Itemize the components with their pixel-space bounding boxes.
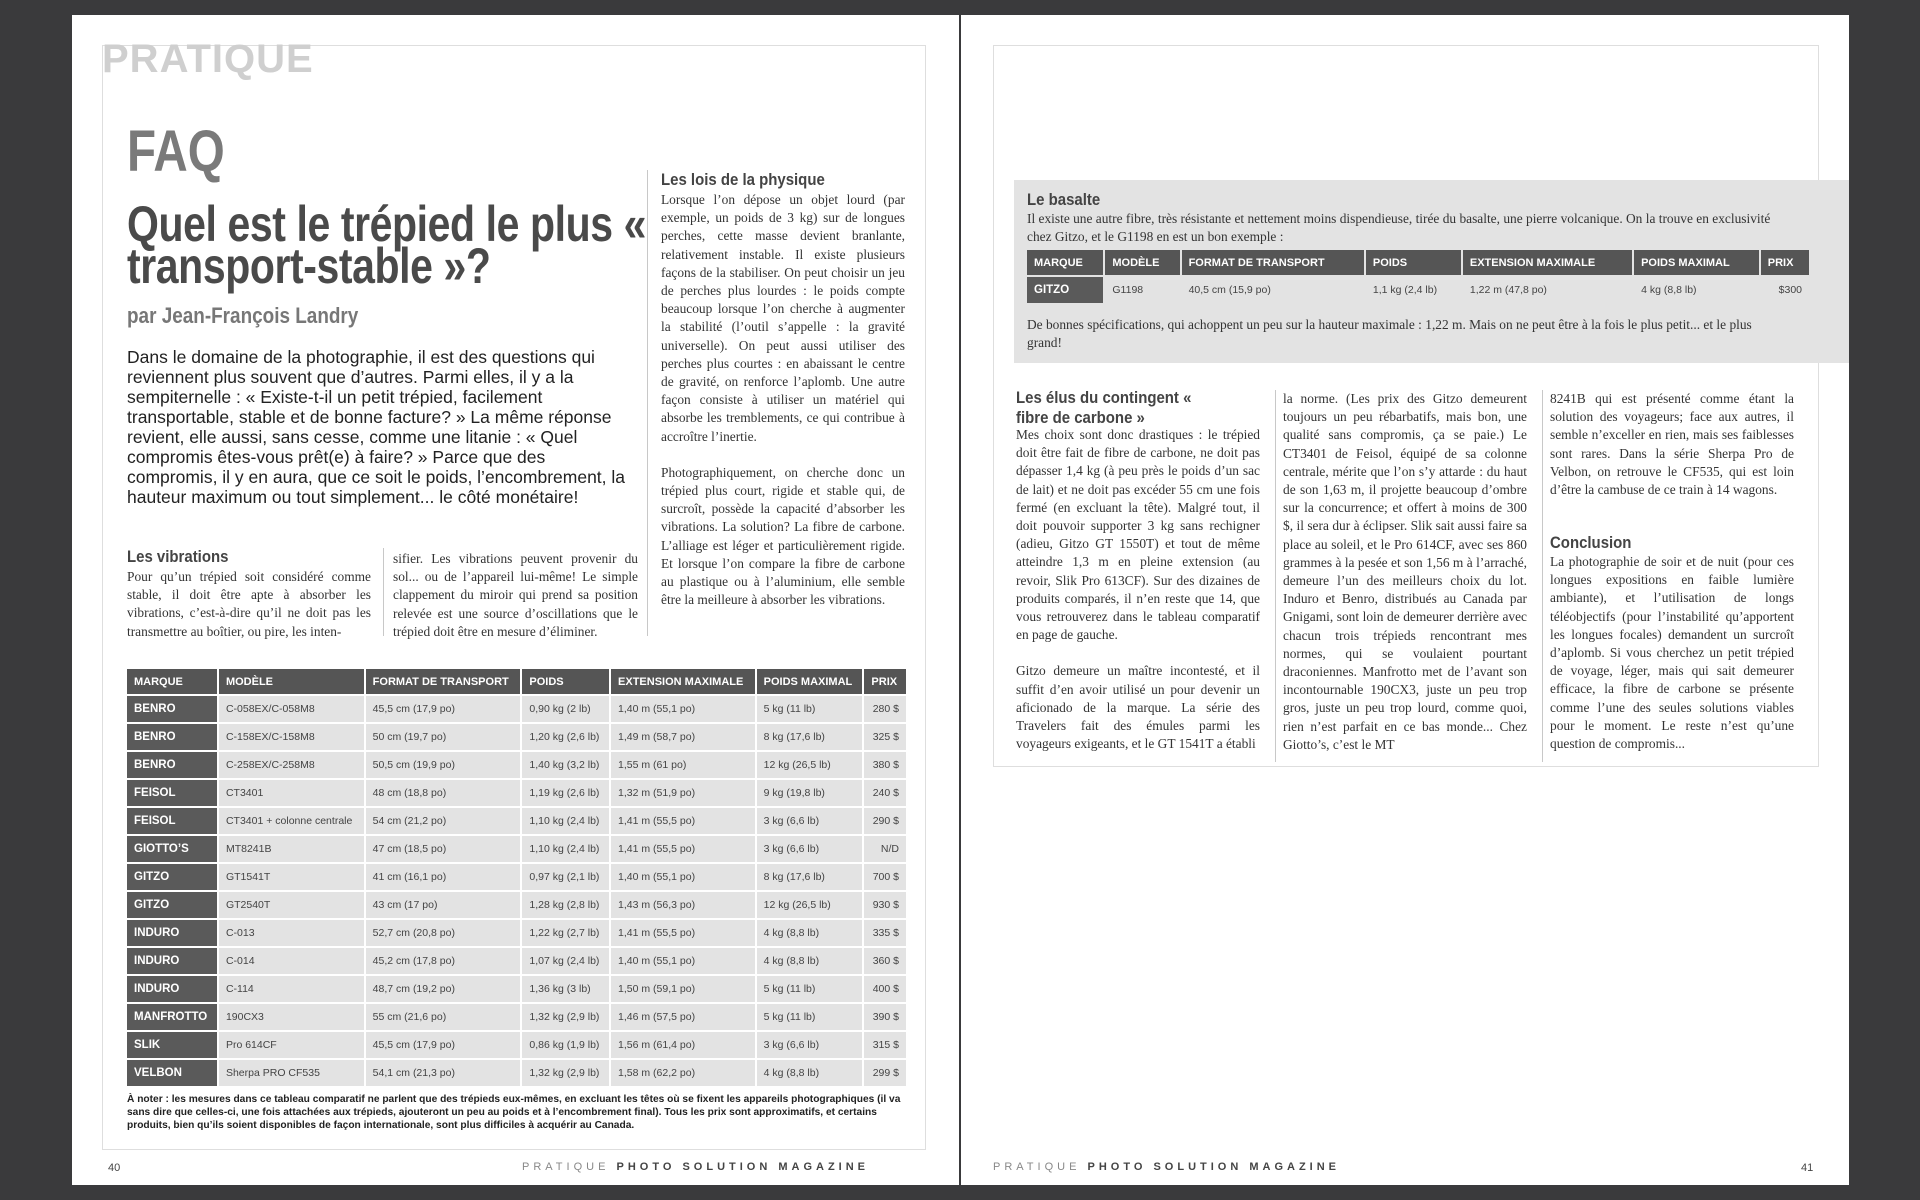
table-cell: 3 kg (6,6 lb) (757, 836, 863, 862)
table-cell: CT3401 + colonne centrale (219, 808, 364, 834)
table-cell: 45,5 cm (17,9 po) (366, 696, 521, 722)
table-cell: 9 kg (19,8 lb) (757, 780, 863, 806)
table-row (127, 864, 906, 890)
footer-magazine-name: PHOTO SOLUTION MAGAZINE (1087, 1161, 1341, 1173)
table-cell: 50,5 cm (19,9 po) (366, 752, 521, 778)
table-row (127, 976, 906, 1002)
brand-cell: GITZO (127, 864, 217, 890)
table-row (127, 836, 906, 862)
column-divider (647, 170, 648, 636)
price-cell: 360 $ (864, 948, 906, 974)
footer-magazine-name: PHOTO SOLUTION MAGAZINE (616, 1161, 870, 1173)
table-cell: C-158EX/C-158M8 (219, 724, 364, 750)
price-cell: 400 $ (864, 976, 906, 1002)
brand-cell: GIOTTO’S (127, 836, 217, 862)
table-cell: 1,32 kg (2,9 lb) (522, 1004, 609, 1030)
table-cell: 50 cm (19,7 po) (366, 724, 521, 750)
brand-cell: GITZO (1027, 277, 1103, 303)
table-cell: CT3401 (219, 780, 364, 806)
column-header: MODÈLE (1105, 250, 1179, 275)
physics-paragraph-2: Photographiquement, on cherche donc un trépied plus court, rigide et stable qui, de surcroît, possède la capacité d’absorber les vibrations. La solution? La fibre de carbone. L’alliage est léger et particulièrement rigide. Et lorsque l’on compare la fibre de carbone au plastique ou à l’aluminium, elle semble être la meilleure à absorber les vibrations. (661, 464, 905, 608)
table-cell: 1,10 kg (2,4 lb) (522, 808, 609, 834)
basalt-sidebar (1014, 180, 1849, 363)
column-header: POIDS (1366, 250, 1461, 275)
table-cell: 1,41 m (55,5 po) (611, 920, 755, 946)
table-header-row (1027, 250, 1809, 275)
table-cell: 0,97 kg (2,1 lb) (522, 864, 609, 890)
table-cell: 1,40 m (55,1 po) (611, 864, 755, 890)
magazine-footer (993, 1161, 1340, 1173)
column-header: POIDS MAXIMAL (1634, 250, 1759, 275)
column-header: MODÈLE (219, 669, 364, 694)
table-cell: 4 kg (8,8 lb) (757, 948, 863, 974)
table-cell: Sherpa PRO CF535 (219, 1060, 364, 1086)
table-cell: 1,22 m (47,8 po) (1463, 277, 1632, 303)
table-row (127, 1004, 906, 1030)
column-divider (1275, 390, 1276, 762)
table-cell: 190CX3 (219, 1004, 364, 1030)
table-cell: 0,86 kg (1,9 lb) (522, 1032, 609, 1058)
left-page (72, 15, 959, 1185)
column-header: FORMAT DE TRANSPORT (1182, 250, 1364, 275)
price-cell: 240 $ (864, 780, 906, 806)
table-cell: 41 cm (16,1 po) (366, 864, 521, 890)
table-row (127, 1032, 906, 1058)
price-cell: 390 $ (864, 1004, 906, 1030)
table-cell: 5 kg (11 lb) (757, 976, 863, 1002)
section-label: PRATIQUE (102, 37, 314, 81)
table-cell: 1,19 kg (2,6 lb) (522, 780, 609, 806)
table-note: À noter : les mesures dans ce tableau comparatif ne parlent que des trépieds eux-mêmes, en excluant les têtes où se fixent les appareils photographiques (il va sans dire que celles-ci, une fois attachées aux trépieds, ajouteront un peu au poids et à l’encombrement final). Tous les prix sont approximatifs, et certains produits, bien qu’ils soient disponibles de façon internationale, sont plus difficiles à acquérir au Canada. (127, 1094, 901, 1131)
column-header: POIDS (522, 669, 609, 694)
right-page (961, 15, 1849, 1185)
price-cell: 335 $ (864, 920, 906, 946)
price-cell: 930 $ (864, 892, 906, 918)
table-cell: 1,10 kg (2,4 lb) (522, 836, 609, 862)
column-header: MARQUE (127, 669, 217, 694)
table-cell: 3 kg (6,6 lb) (757, 808, 863, 834)
price-cell: 290 $ (864, 808, 906, 834)
column-divider (383, 548, 384, 636)
vibrations-col2: sifier. Les vibrations peuvent provenir du sol... ou de l’appareil lui-même! Le simple clappement du miroir qui prend sa position relevée est une source d’oscillations que le trépied doit être en mesure d’éliminer. (393, 551, 638, 639)
table-cell: 12 kg (26,5 lb) (757, 752, 863, 778)
heading-vibrations: Les vibrations (127, 547, 229, 566)
footer-section: PRATIQUE (993, 1161, 1081, 1173)
table-cell: C-258EX/C-258M8 (219, 752, 364, 778)
table-cell: 1,07 kg (2,4 lb) (522, 948, 609, 974)
brand-cell: BENRO (127, 752, 217, 778)
table-row (127, 752, 906, 778)
table-cell: 43 cm (17 po) (366, 892, 521, 918)
table-cell: GT2540T (219, 892, 364, 918)
table-cell: 8 kg (17,6 lb) (757, 864, 863, 890)
table-header-row (127, 669, 906, 694)
brand-cell: INDURO (127, 976, 217, 1002)
carbon-paragraph-1: Mes choix sont donc drastiques : le trépied doit être fait de fibre de carbone, ne doit pas dépasser 1,4 kg (à peu près le poids d’un sac de lait) et ne doit pas excéder 55 cm une fois fermé (en excluant la tête). Malgré tout, il doit pouvoir supporter 3 kg sans rechigner (adieu, Gitzo GT 1550T) et tout de même atteindre 1,3 m en pleine extension (au revoir, Slik Pro 613CF). Sur des dizaines de produits comparés, il n’en reste que 14, que vous retrouverez dans le tableau comparatif en page de gauche. (1016, 427, 1260, 643)
brand-cell: INDURO (127, 948, 217, 974)
column-header: POIDS MAXIMAL (757, 669, 863, 694)
table-cell: 12 kg (26,5 lb) (757, 892, 863, 918)
table-cell: 1,40 kg (3,2 lb) (522, 752, 609, 778)
table-row (127, 724, 906, 750)
heading-carbon: Les élus du contingent « fibre de carbone » (1016, 388, 1192, 427)
table-row (127, 1060, 906, 1086)
table-cell: 1,43 m (56,3 po) (611, 892, 755, 918)
carbon-col1 (1016, 426, 1260, 771)
basalt-table (1025, 248, 1811, 305)
price-cell: 380 $ (864, 752, 906, 778)
physics-paragraph-1: Lorsque l’on dépose un objet lourd (par exemple, un poids de 3 kg) sur de longues perches, cette masse devient branlante, relativement instable. Il existe plusieurs façons de la stabiliser. On peut choisir un jeu de perches plus lourdes : le poids compte beaucoup lorsque l’on cherche à augmenter la stabilité (l’outil s’appelle : la gravité universelle). On peut aussi utiliser des perches plus courtes : en abaissant le centre de gravité, on renforce l’aplomb. Une autre façon consiste à utiliser un matériel qui absorbe les tremblements, ce qui contribue à accroître l’inertie. (661, 192, 905, 444)
column-header: EXTENSION MAXIMALE (1463, 250, 1632, 275)
kicker: FAQ (127, 119, 225, 184)
price-cell: N/D (864, 836, 906, 862)
table-cell: 47 cm (18,5 po) (366, 836, 521, 862)
table-cell: 1,36 kg (3 lb) (522, 976, 609, 1002)
magazine-footer (522, 1161, 869, 1173)
carbon-col3: 8241B qui est présenté comme étant la solution des voyageurs; face aux autres, il semble n’exceller en rien, mais ses faiblesses sont rares. Dans la série Sherpa Pro de Velbon, on retrouve le CF535, qui est loin d’être la cambuse de ce train à 14 wagons. (1550, 391, 1794, 498)
table-cell: G1198 (1105, 277, 1179, 303)
brand-cell: VELBON (127, 1060, 217, 1086)
table-cell: C-058EX/C-058M8 (219, 696, 364, 722)
brand-cell: INDURO (127, 920, 217, 946)
brand-cell: BENRO (127, 724, 217, 750)
table-cell: 48,7 cm (19,2 po) (366, 976, 521, 1002)
table-row (127, 780, 906, 806)
table-cell: 4 kg (8,8 lb) (757, 1060, 863, 1086)
column-header: PRIX (864, 669, 906, 694)
page-number: 40 (108, 1162, 121, 1174)
column-divider (1542, 390, 1543, 762)
basalt-intro: Il existe une autre fibre, très résistante et nettement moins dispendieuse, tirée du basalte, une pierre volcanique. On la trouve en exclusivité chez Gitzo, et le G1198 en est un bon exemple : (1027, 211, 1771, 245)
basalt-outro: De bonnes spécifications, qui achoppent un peu sur la hauteur maximale : 1,22 m. Mais on ne peut être à la fois le plus petit... et le plus grand! (1027, 317, 1752, 351)
column-header: MARQUE (1027, 250, 1103, 275)
table-cell: 1,1 kg (2,4 lb) (1366, 277, 1461, 303)
table-cell: 1,49 m (58,7 po) (611, 724, 755, 750)
table-cell: 1,50 m (59,1 po) (611, 976, 755, 1002)
table-cell: 3 kg (6,6 lb) (757, 1032, 863, 1058)
table-cell: 8 kg (17,6 lb) (757, 724, 863, 750)
table-cell: 1,20 kg (2,6 lb) (522, 724, 609, 750)
price-cell: 700 $ (864, 864, 906, 890)
heading-conclusion: Conclusion (1550, 533, 1632, 552)
heading-physics: Les lois de la physique (661, 170, 825, 189)
physics-body (661, 191, 905, 627)
table-cell: 1,32 m (51,9 po) (611, 780, 755, 806)
table-cell: 4 kg (8,8 lb) (1634, 277, 1759, 303)
comparison-table (125, 667, 908, 1088)
price-cell: 280 $ (864, 696, 906, 722)
table-row (1027, 277, 1809, 303)
column-header: EXTENSION MAXIMALE (611, 669, 755, 694)
table-cell: 1,40 m (55,1 po) (611, 696, 755, 722)
table-cell: 1,32 kg (2,9 lb) (522, 1060, 609, 1086)
footer-section: PRATIQUE (522, 1161, 610, 1173)
brand-cell: MANFROTTO (127, 1004, 217, 1030)
table-cell: 0,90 kg (2 lb) (522, 696, 609, 722)
brand-cell: SLIK (127, 1032, 217, 1058)
brand-cell: BENRO (127, 696, 217, 722)
carbon-col2: la norme. (Les prix des Gitzo demeurent toujours un peu rébarbatifs, mais bon, une qualité sans compromis, ça se paie.) Le CT3401 de Feisol, équipé de sa colonne centrale, mérite que l’on s’y attarde : du haut de son 1,63 m, il projette beaucoup d’ombre sur la concurrence; et offert à moins de 300 $, il sera dur à éclipser. Slik sait aussi faire sa place au soleil, et le Pro 614CF, avec ses 860 grammes à la pesée et son 1,56 m à l’arraché, demeure l’un des meilleurs choix du lot. Induro et Benro, distribués au Canada par Gnigami, sont loin de demeurer derrière avec chacun trois trépieds rencontrant mes normes, qui se voulaient pourtant draconiennes. Manfrotto met de l’avant son incontournable 190CX3, juste un peu trop gros, juste un peu trop lourd, comme quoi, rien n’est parfait en ce bas monde... Chez Giotto’s, c’est le MT (1283, 391, 1527, 752)
table-cell: C-114 (219, 976, 364, 1002)
brand-cell: FEISOL (127, 808, 217, 834)
table-cell: GT1541T (219, 864, 364, 890)
table-cell: 54,1 cm (21,3 po) (366, 1060, 521, 1086)
column-header: PRIX (1761, 250, 1809, 275)
table-row (127, 920, 906, 946)
price-cell: 315 $ (864, 1032, 906, 1058)
table-cell: 45,5 cm (17,9 po) (366, 1032, 521, 1058)
table-cell: 48 cm (18,8 po) (366, 780, 521, 806)
byline: par Jean-François Landry (127, 303, 359, 328)
table-cell: 1,56 m (61,4 po) (611, 1032, 755, 1058)
table-cell: 45,2 cm (17,8 po) (366, 948, 521, 974)
brand-cell: FEISOL (127, 780, 217, 806)
table-cell: 1,41 m (55,5 po) (611, 836, 755, 862)
table-cell: 1,28 kg (2,8 lb) (522, 892, 609, 918)
price-cell: 325 $ (864, 724, 906, 750)
table-cell: Pro 614CF (219, 1032, 364, 1058)
table-cell: 1,41 m (55,5 po) (611, 808, 755, 834)
page-number: 41 (1801, 1162, 1814, 1174)
table-cell: 4 kg (8,8 lb) (757, 920, 863, 946)
table-cell: 52,7 cm (20,8 po) (366, 920, 521, 946)
table-cell: 5 kg (11 lb) (757, 696, 863, 722)
table-cell: 1,46 m (57,5 po) (611, 1004, 755, 1030)
table-cell: 55 cm (21,6 po) (366, 1004, 521, 1030)
table-cell: C-014 (219, 948, 364, 974)
table-cell: 1,58 m (62,2 po) (611, 1060, 755, 1086)
heading-basalt: Le basalte (1027, 190, 1101, 209)
table-cell: 1,40 m (55,1 po) (611, 948, 755, 974)
table-cell: 40,5 cm (15,9 po) (1182, 277, 1364, 303)
price-cell: $300 (1761, 277, 1809, 303)
table-cell: 54 cm (21,2 po) (366, 808, 521, 834)
article-title: Quel est le trépied le plus « transport-stable »? (127, 196, 647, 294)
column-header: FORMAT DE TRANSPORT (366, 669, 521, 694)
vibrations-col1: Pour qu’un trépied soit considéré comme stable, il doit être apte à absorber les vibrations, c’est-à-dire qu’il ne doit pas les transmettre au boîtier, ou pire, les inten- (127, 569, 371, 639)
table-row (127, 808, 906, 834)
table-row (127, 892, 906, 918)
price-cell: 299 $ (864, 1060, 906, 1086)
conclusion-text: La photographie de soir et de nuit (pour ces longues expositions en faible lumière ambiante), et l’utilisation de longs téléobjectifs (pour l’instabilité qu’apportent les longues focales) demandent un surcroît d’aplomb. Si vous cherchez un petit trépied de voyage, léger, mais qui sait demeurer efficace, la fibre de carbone se présente comme l’une des seules solutions viables pour le moment. Le reste n’est qu’une question de compromis... (1550, 554, 1794, 752)
table-cell: 1,22 kg (2,7 lb) (522, 920, 609, 946)
table-row (127, 696, 906, 722)
lead-paragraph: Dans le domaine de la photographie, il est des questions qui reviennent plus souvent que d’autres. Parmi elles, il y a la sempiternelle : « Existe-t-il un petit trépied, facilement transportable, stable et de bonne facture? » La même réponse revient, elle aussi, sans cesse, comme une litanie : « Quel compromis êtes-vous prêt(e) à faire? » Parce que des compromis, il y en aura, que ce soit le poids, l’encombrement, la hauteur maximum ou tout simplement... le côté monétaire! (127, 347, 626, 507)
table-cell: MT8241B (219, 836, 364, 862)
carbon-paragraph-2: Gitzo demeure un maître incontesté, et il suffit d’en avoir utilisé un pour devenir un aficionado de la marque. La série des Travelers fait des émules parmi les voyageurs exigeants, et le GT 1541T a établi (1016, 663, 1260, 752)
table-cell: C-013 (219, 920, 364, 946)
table-cell: 5 kg (11 lb) (757, 1004, 863, 1030)
table-row (127, 948, 906, 974)
table-cell: 1,55 m (61 po) (611, 752, 755, 778)
brand-cell: GITZO (127, 892, 217, 918)
